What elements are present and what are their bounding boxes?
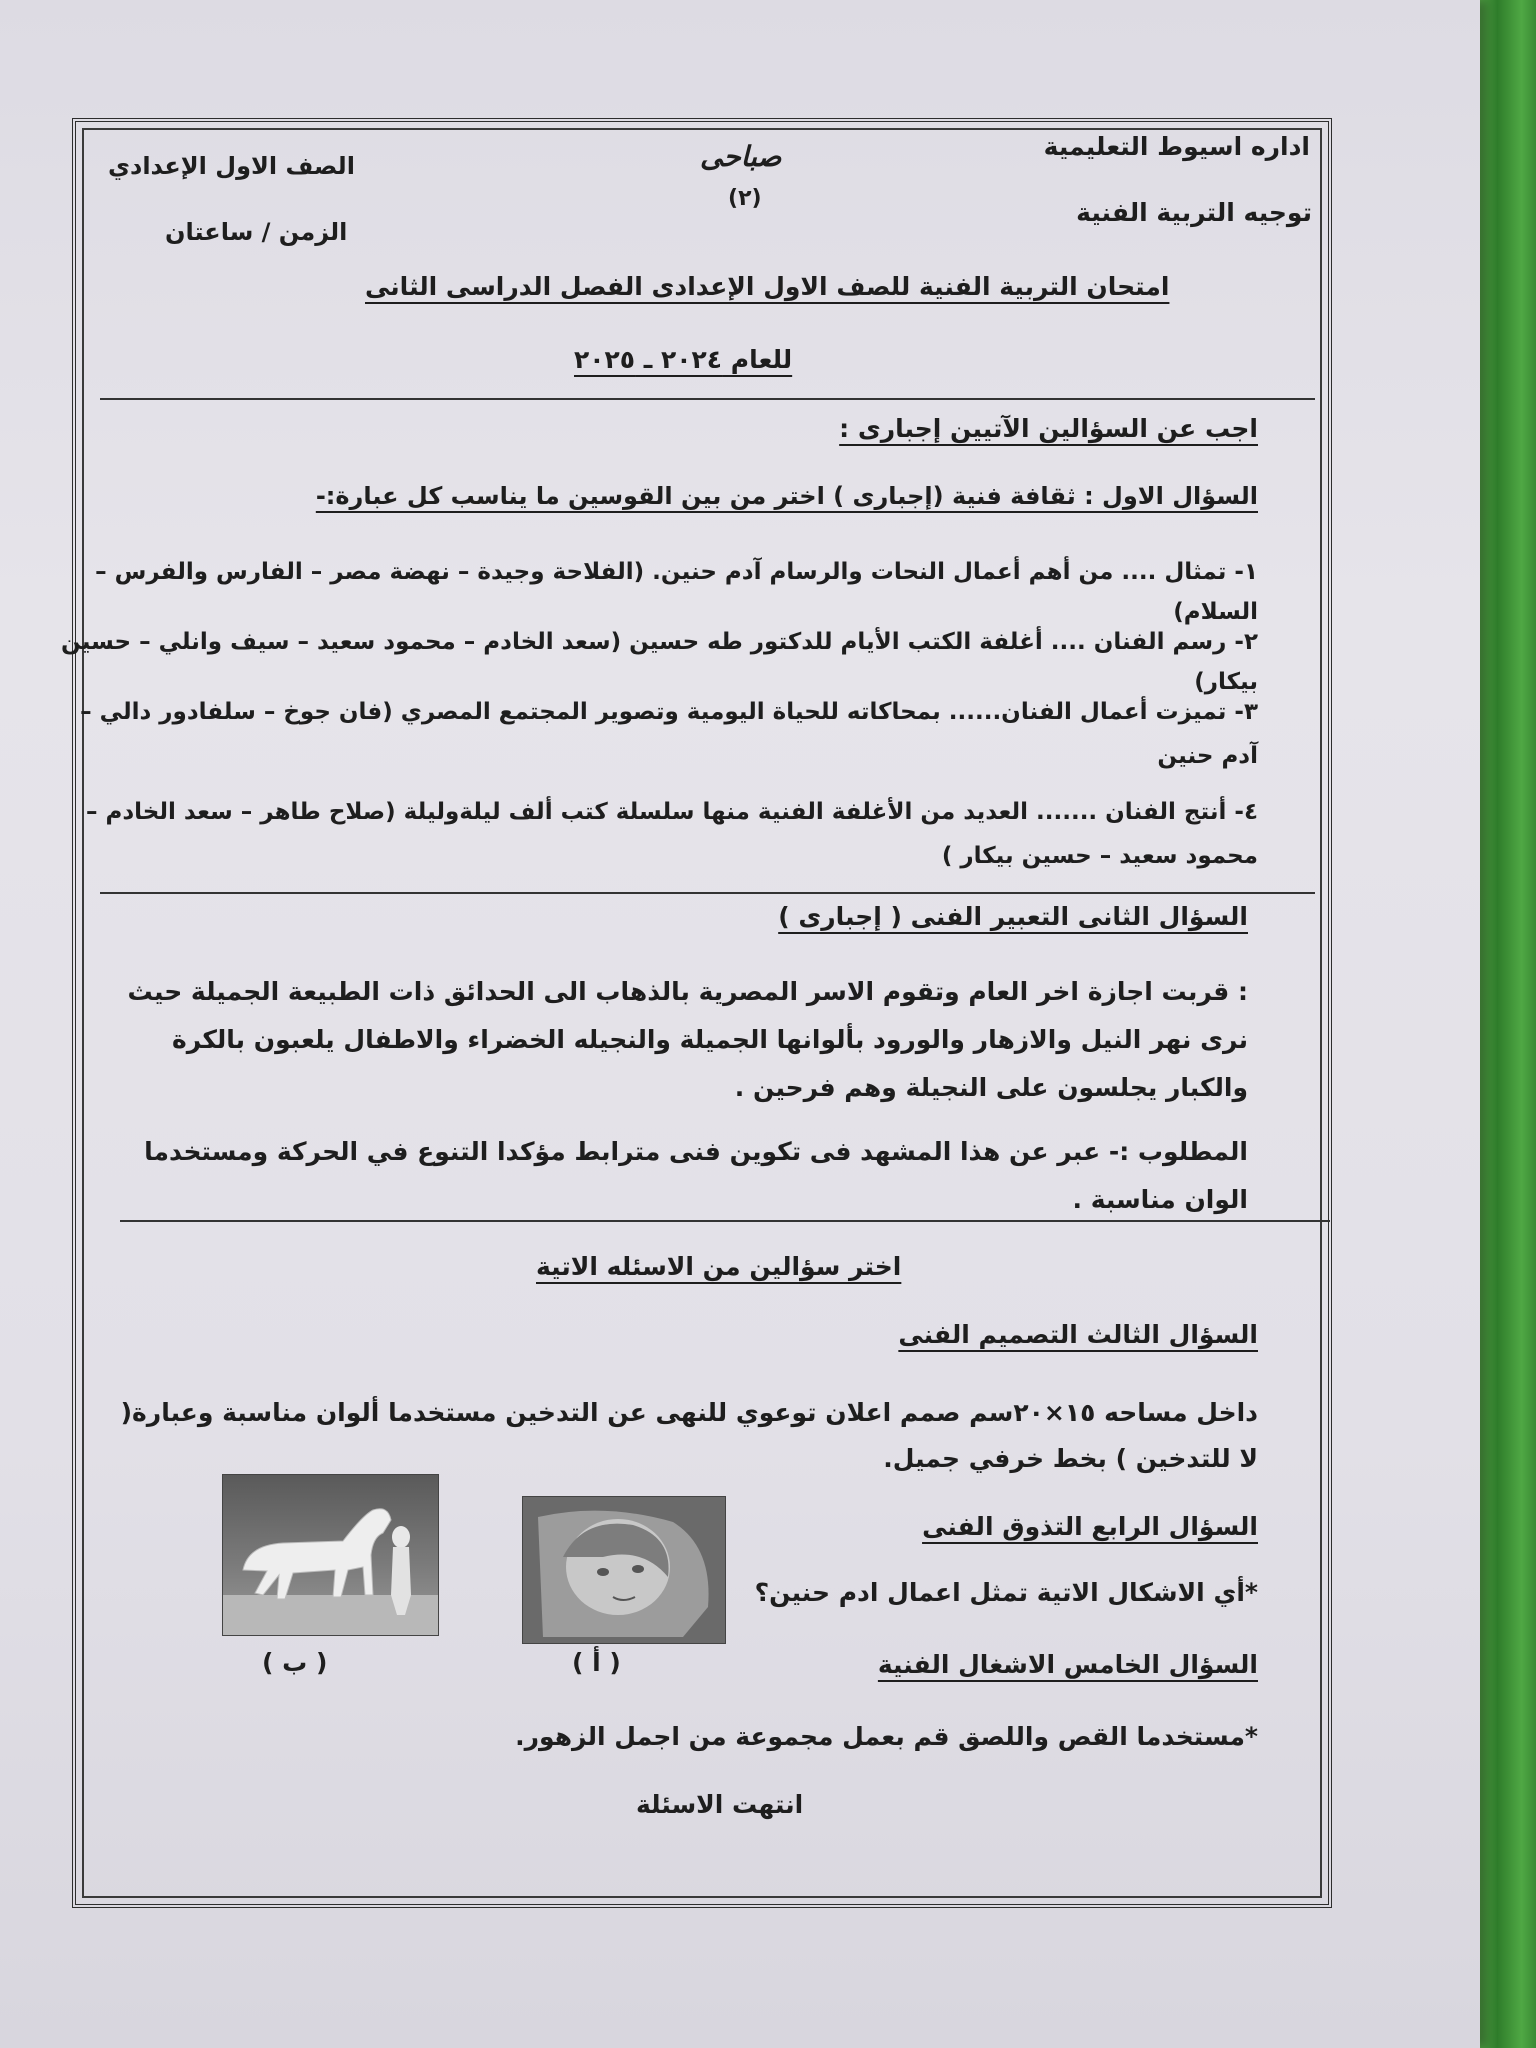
guidance-label: توجيه التربية الفنية [1076, 198, 1312, 227]
q1-item-3: ٣- تميزت أعمال الفنان...... بمحاكاته للحياة اليومية وتصوير المجتمع المصري (فان جوخ – سلفادور دالي – آدم حنين [80, 699, 1258, 769]
q4-title: السؤال الرابع التذوق الفنى [922, 1512, 1258, 1541]
shift-number: (٢) [728, 186, 762, 211]
exam-year: للعام ٢٠٢٤ ـ ٢٠٢٥ [574, 345, 793, 374]
instructions: اجب عن السؤالين الآتيين إجبارى : [839, 414, 1258, 443]
q2-task: المطلوب :- عبر عن هذا المشهد فى تكوين فنى مترابط مؤكدا التنوع في الحركة ومستخدما الوان مناسبة . [144, 1137, 1248, 1214]
q4-body: *أي الاشكال الاتية تمثل اعمال ادم حنين؟ [754, 1578, 1258, 1607]
q2-divider [120, 1220, 1330, 1222]
q5-body: *مستخدما القص واللصق قم بعمل مجموعة من اجمل الزهور. [515, 1722, 1258, 1751]
exam-title: امتحان التربية الفنية للصف الاول الإعدادى الفصل الدراسى الثانى [365, 272, 1170, 301]
label-b: ( ب ) [262, 1648, 328, 1677]
artwork-image-b [222, 1474, 439, 1636]
time-label: الزمن / ساعتان [165, 218, 348, 246]
q2-title: السؤال الثانى التعبير الفنى ( إجبارى ) [778, 902, 1248, 931]
choose-title: اختر سؤالين من الاسئله الاتية [536, 1252, 902, 1281]
artwork-image-a [522, 1496, 726, 1644]
shift-label: صباحى [700, 140, 782, 173]
title-divider [100, 398, 1315, 400]
q3-body: داخل مساحه ١٥×٢٠سم صمم اعلان توعوي للنهى عن التدخين مستخدما ألوان مناسبة وعبارة( لا للتدخين ) بخط خرفي جميل. [120, 1398, 1258, 1473]
q1-item-2: ٢- رسم الفنان .... أغلفة الكتب الأيام للدكتور طه حسين (سعد الخادم – محمود سعيد – سيف وانلي – حسين بيكار) [61, 629, 1258, 695]
end-text: انتهت الاسئلة [636, 1790, 804, 1819]
q1-item-1: ١- تمثال .... من أهم أعمال النحات والرسام آدم حنين. (الفلاحة وجيدة – نهضة مصر – الفارس والفرس – السلام) [95, 559, 1258, 625]
grade-label: الصف الاول الإعدادي [108, 152, 355, 180]
q5-title: السؤال الخامس الاشغال الفنية [877, 1650, 1258, 1679]
q1-item-4: ٤- أنتج الفنان ....... العديد من الأغلفة الفنية منها سلسلة كتب ألف ليلةوليلة (صلاح طاهر – سعد الخادم – محمود سعيد – حسين بيكار ) [85, 799, 1258, 869]
q1-divider [100, 892, 1315, 894]
label-a: ( أ ) [572, 1648, 621, 1677]
q1-title: السؤال الاول : ثقافة فنية (إجبارى ) اختر من بين القوسين ما يناسب كل عبارة:- [315, 482, 1258, 510]
q2-body: : قربت اجازة اخر العام وتقوم الاسر المصرية بالذهاب الى الحدائق ذات الطبيعة الجميلة حيث نرى نهر النيل والازهار والورود بألوانها الجميلة والنجيله الخضراء والاطفال يلعبون بالكرة والكبار يجلسون على النجيلة وهم فرحين . [127, 977, 1248, 1102]
admin-label: اداره اسيوط التعليمية [1043, 132, 1310, 161]
q3-title: السؤال الثالث التصميم الفنى [898, 1320, 1258, 1349]
